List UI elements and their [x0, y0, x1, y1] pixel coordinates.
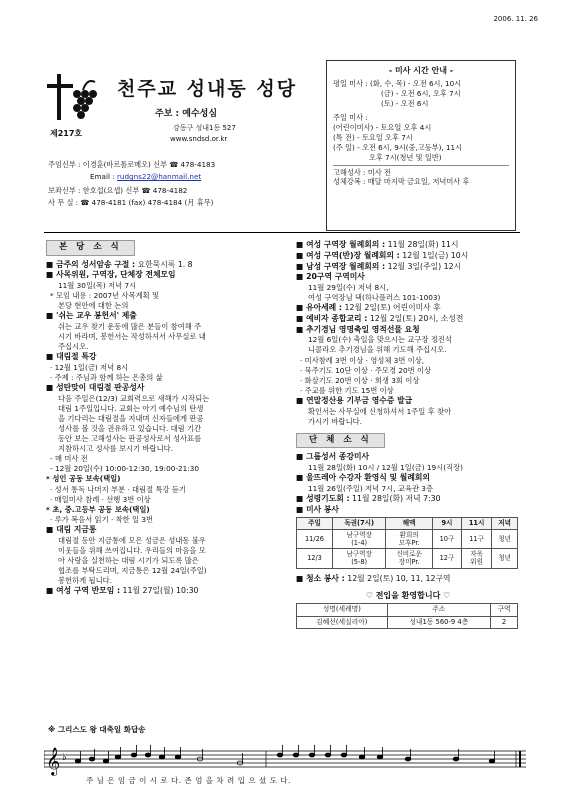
table-cell: 자욱 위원: [461, 549, 491, 568]
sunday-mass-1: 주일 미사 :: [333, 112, 368, 122]
right-news-column: [296, 240, 520, 629]
left-item-27: 대림절 동안 지금통에 모은 성금은 성내동 불우: [58, 535, 206, 545]
welcome-cell: 김혜선(세실리아): [297, 616, 388, 628]
left-item-20: - 12월 20일(수) 10:00-12:30, 19:00-21:30: [50, 464, 200, 474]
left-item-26: ■ 대림 지금통: [46, 524, 97, 534]
flat-sign-icon: ♭: [62, 752, 67, 763]
mass-service-table: [296, 517, 518, 568]
group-item-0: ■ 그룹성서 종강미사: [296, 452, 370, 462]
parish-title: 천주교 성내동 성당: [117, 78, 298, 100]
treble-clef-icon: 𝄞: [46, 747, 61, 775]
note-head: [103, 759, 109, 763]
note-head: [175, 755, 181, 759]
left-item-13: 다음 주일은(12/3) 교회력으로 새해가 시작되는: [58, 393, 210, 403]
hymn-lyrics: 주 님 은 임 금 이 시 로 다. 존 엄 을 차 려 입 으 셨 도 다.: [86, 776, 291, 785]
hymn-title: ※ 그리스도 왕 대축일 화답송: [48, 725, 146, 734]
schedule-header-4: 11시: [461, 518, 491, 529]
left-item-24: * 초, 중.고등부 공동 보속(택일): [46, 504, 150, 514]
left-item-3: * 모임 내용 : 2007년 사목계획 및: [50, 291, 160, 301]
left-item-5: ■ '쉬는 교우 봉헌서' 제출: [46, 311, 137, 321]
left-item-4: 본당 현안에 대한 논의: [58, 301, 129, 311]
welcome-cell: 성내1동 560-9 4층: [387, 616, 490, 628]
email-line: [90, 172, 201, 182]
left-item-25: · 루가 복음서 읽기 · 착한 일 3번: [50, 514, 154, 524]
right-item-7: ■ 예비자 종합교리 : 12월 2일(토) 20시, 소성전: [296, 313, 464, 323]
left-item-17: 동안 보는 고해성사는 판공성사로서 성사표를: [58, 434, 202, 444]
group-news-title: 단 체 소 식: [296, 433, 385, 449]
note-head: [377, 755, 383, 759]
table-cell: 11구: [461, 529, 491, 548]
group-item-5: ■ 미사 봉사: [296, 504, 339, 514]
note-head: [159, 755, 165, 759]
welcome-table: [296, 603, 518, 629]
email-label: Email :: [90, 172, 115, 181]
left-item-29: 아 사랑을 실천하는 대림 시기가 되도록 많은: [58, 555, 199, 565]
right-item-12: · 묵주기도 10단 이상 · 주모경 20번 이상: [300, 365, 432, 375]
group-item-2: ■ 울뜨레아 수강자 환영식 및 월례회의: [296, 473, 430, 483]
parish-news-column: [46, 240, 282, 597]
note-head: [359, 755, 365, 759]
benediction-line: 성체강복 : 매달 마지막 금요일, 저녁미사 후: [333, 177, 470, 187]
note-head: [489, 759, 495, 763]
note-head: [115, 755, 121, 759]
welcome-header: 주소: [387, 604, 490, 616]
right-item-6: ■ 유아세례 : 12월 2일(토) 어린이미사 후: [296, 303, 441, 313]
bulletin-date: 2006. 11. 26: [493, 15, 538, 23]
right-item-16: 확인서는 사무실에 신청하셔서 1주일 후 찾아: [308, 406, 452, 416]
right-item-0: ■ 여성 구역장 월례회의 : 11월 28일(화) 11시: [296, 240, 459, 249]
left-item-10: · 12월 1일(금) 저녁 8시: [50, 363, 129, 373]
note-head: [277, 753, 283, 757]
note-head: [89, 757, 95, 761]
schedule-header-2: 해맥: [386, 518, 433, 529]
table-cell: 신비로운 장미Pr.: [386, 549, 433, 568]
pastor-line: 주임신부 : 이경훈(바르톨로메오) 신부 ☎ 478-4183: [48, 160, 216, 169]
note-head: [405, 757, 411, 761]
table-cell: 환희의 모후Pr.: [386, 529, 433, 548]
left-item-30: 협조를 부탁드리며, 지금통은 12월 24일(주일): [58, 565, 207, 575]
left-item-19: - 매 미사 전: [50, 454, 88, 464]
right-item-8: ■ 추기경님 영명축일 영적선물 요청: [296, 324, 420, 334]
mass-schedule-box: [326, 60, 516, 231]
right-item-2: ■ 남성 구역장 월례회의 : 12월 3일(주일) 12시: [296, 261, 462, 271]
group-item-4: ■ 성령기도회 : 11월 28일(화) 저녁 7:30: [296, 493, 441, 503]
right-item-5: 여성 구역장님 댁(하나플러스 101-1003): [308, 293, 441, 303]
left-item-2: 11월 30일(목) 저녁 7시: [58, 281, 137, 291]
schedule-header-1: 독권(7시): [332, 518, 385, 529]
right-item-10: 니콜라오 추기경님을 위해 기도해 주십시오.: [308, 345, 447, 355]
welcome-header: 성명(세례명): [297, 604, 388, 616]
welcome-title: ♡ 전입을 환영합니다 ♡: [365, 591, 451, 601]
note-head: [145, 753, 151, 757]
left-item-18: 지참하시고 성사를 보시기 바랍니다.: [58, 444, 174, 454]
right-item-11: · 미사참례 3번 이상 · 영성체 3번 이상,: [300, 355, 425, 365]
note-head: [131, 753, 137, 757]
left-item-16: 성사를 볼 것을 권유하고 있습니다. 대림 기간: [58, 424, 202, 434]
note-head: [453, 757, 459, 761]
left-item-31: 봉헌하게 됩니다.: [58, 575, 112, 585]
welcome-cell: 2: [491, 616, 518, 628]
sunday-mass-3: (특 전) - 토요일 오후 7시: [333, 132, 413, 142]
table-cell: 청년: [492, 549, 518, 568]
left-item-1: ■ 사목위원, 구역장, 단체장 전체모임: [46, 270, 176, 280]
left-item-9: ■ 대림절 특강: [46, 352, 97, 362]
sunday-mass-5: 오후 7시(청년 및 일반): [369, 152, 442, 162]
assistant-line: 보좌신부 : 한호섭(요셉) 신부 ☎ 478-4182: [48, 186, 188, 195]
table-cell: 10구: [432, 529, 461, 548]
schedule-header-3: 9시: [432, 518, 461, 529]
parish-website[interactable]: www.sndsd.or.kr: [170, 135, 228, 143]
right-item-9: 12월 6일(수) 축일을 맞으시는 교구장 정진석: [308, 335, 452, 345]
right-item-3: ■ 20구역 구역미사: [296, 272, 365, 282]
table-cell: 청년: [492, 529, 518, 548]
left-item-28: 이웃들을 위해 쓰여집니다. 우리들의 마음을 모: [58, 545, 206, 555]
weekday-mass-1: 평일 미사 : (화, 수, 목) - 오전 6시, 10시: [333, 79, 462, 89]
schedule-header-0: 주일: [297, 518, 333, 529]
left-item-22: · 성서 통독 나머지 부분 · 대림절 특강 듣기: [50, 484, 186, 494]
office-line: 사 무 실 : ☎ 478-4181 (fax) 478-4184 (月 휴무): [48, 198, 214, 207]
schedule-header-5: 저녁: [492, 518, 518, 529]
note-head: [293, 753, 299, 757]
weekday-mass-2: (금) - 오전 6시, 오후 7시: [381, 88, 461, 98]
left-item-32: ■ 여성 구역 반모임 : 11월 27일(월) 10:30: [46, 585, 199, 595]
right-item-15: ■ 연말정산용 기부금 영수증 발급: [296, 395, 413, 405]
note-head: [341, 753, 347, 757]
left-item-11: · 주제 : 주님과 함께 하는 은총의 삶: [50, 373, 163, 383]
left-item-23: · 매일미사 참례 · 선행 3번 이상: [50, 494, 151, 504]
table-cell: 12구: [432, 549, 461, 568]
left-item-7: 시기 바라며, 봉헌서는 작성하셔서 사무실로 내: [58, 332, 206, 342]
note-head: [75, 759, 81, 763]
left-item-12: ■ 성탄맞이 대림절 판공성사: [46, 383, 145, 393]
group-item-3: 11월 26일(주일) 저녁 7시, 교육관 3층: [308, 483, 434, 493]
left-item-0: ■ 금주의 성서암송 구절 : 요한묵시록 1. 8: [46, 259, 193, 269]
issue-number: 제217호: [50, 129, 83, 138]
welcome-header: 구역: [491, 604, 518, 616]
email-link[interactable]: rudgns22@hanmail.net: [116, 172, 202, 181]
note-head: [325, 753, 331, 757]
patron-label: 주보 : 예수성심: [155, 109, 218, 119]
weekday-mass-3: (토) - 오전 6시: [381, 98, 429, 108]
right-item-17: 가시기 바랍니다.: [308, 416, 362, 426]
left-item-15: 을 기다리는 대림절을 지내며 신자들에게 판공: [58, 414, 204, 424]
table-row: [297, 549, 518, 568]
confession-line: 고해성사 : 미사 전: [333, 167, 391, 177]
right-item-4: 11월 29일(수) 저녁 8시,: [308, 283, 389, 292]
left-item-6: 쉬는 교우 찾기 운동에 많은 분들이 참여해 주: [58, 322, 202, 332]
left-item-14: 대림 1주일입니다. 교회는 아기 예수님의 탄생: [58, 404, 204, 414]
sunday-mass-4: (주 일) - 오전 6시, 9시(중,고등부), 11시: [333, 142, 463, 152]
parish-logo-icon: [47, 72, 99, 124]
table-cell: 11/26: [297, 529, 333, 548]
right-item-1: ■ 여성 구역(반)장 월례회의 : 12월 1일(금) 10시: [296, 250, 469, 260]
table-cell: 남구역장 (5-8): [332, 549, 385, 568]
right-item-13: · 화살기도 20번 이상 · 희생 3회 이상: [300, 375, 420, 385]
cleaning-service: ■ 청소 봉사 : 12월 2일(토) 10, 11, 12구역: [296, 573, 451, 583]
parish-news-title: 본 당 소 식: [46, 240, 135, 256]
note-head: [309, 753, 315, 757]
table-cell: 12/3: [297, 549, 333, 568]
parish-address: 강동구 성내1동 527: [173, 124, 236, 132]
group-item-1: 11월 28일(화) 10시 / 12월 1일(금) 19시(직장): [308, 463, 464, 473]
mass-title: - 미사 시간 안내 -: [388, 66, 454, 75]
right-item-14: · 주교를 위한 기도 15번 이상: [300, 385, 394, 395]
table-row: [297, 529, 518, 548]
sunday-mass-2: (어린이미사) - 토요일 오후 4시: [333, 122, 432, 132]
table-cell: 남구역장 (1-4): [332, 529, 385, 548]
left-item-8: 주십시오.: [58, 342, 89, 352]
left-item-21: * 성인 공동 보속(택일): [46, 474, 121, 484]
